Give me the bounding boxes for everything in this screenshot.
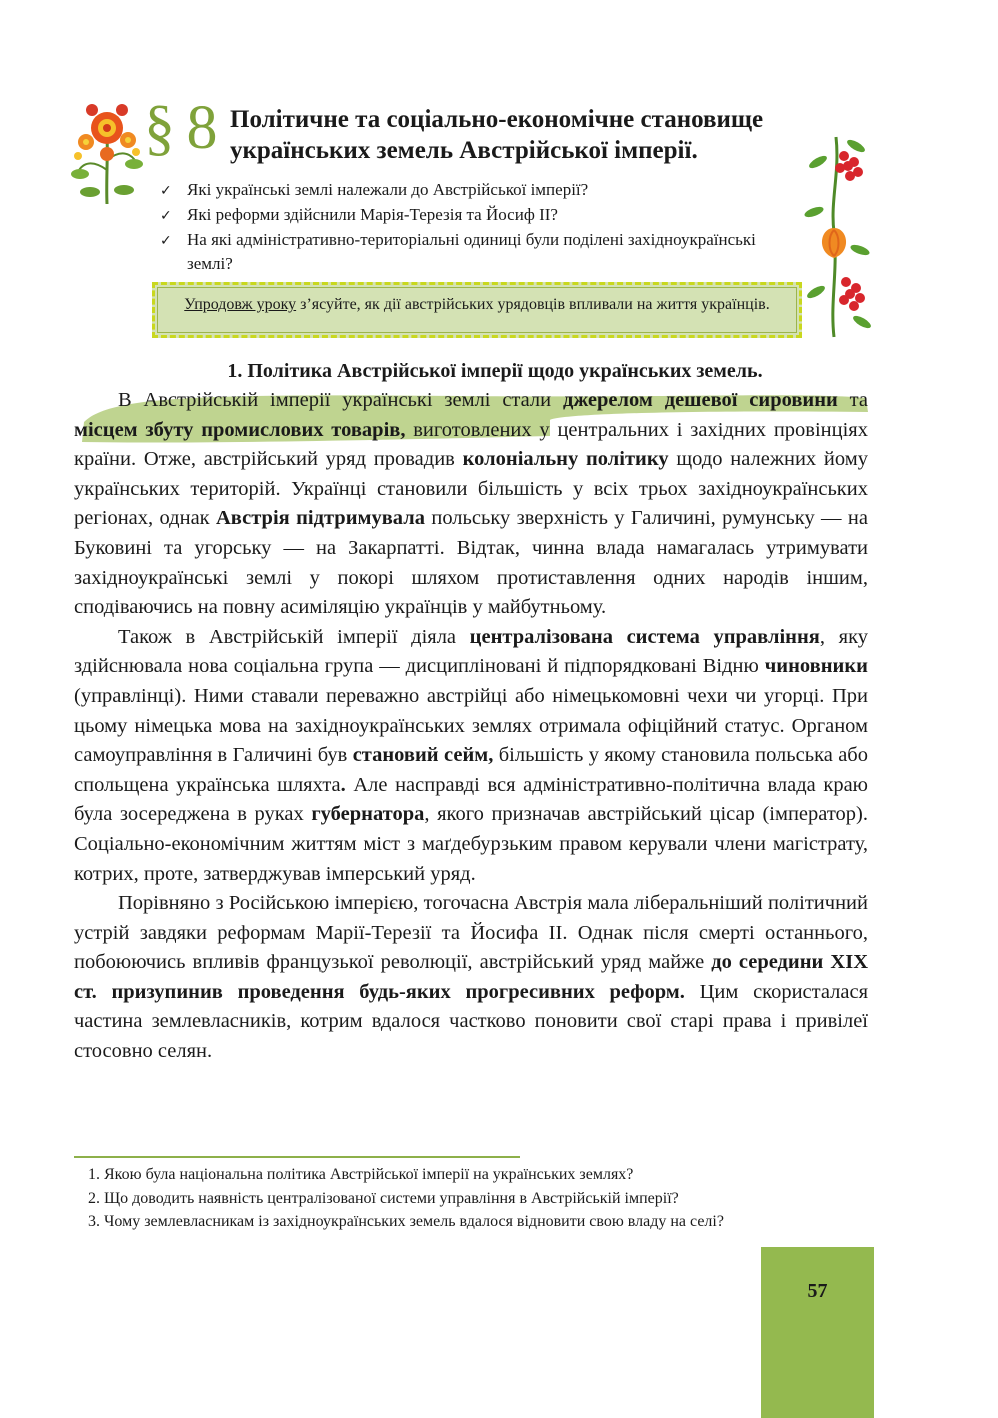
emphasized-term: до середини ХІХ ст. призупинив проведення будь-яких прогресивних реформ. (74, 951, 868, 1003)
text-run: щодо належних йому українських територій. Українці становили більшість у всіх трьох західноукраїнських регіонах, однак (74, 448, 868, 530)
emphasized-term: Австрія підтримувала (216, 507, 425, 530)
body-text (74, 386, 868, 1067)
paragraph-underline (74, 1156, 520, 1158)
text-run: більшість у якому становила польська або спольщена українська шляхта (74, 744, 868, 796)
emphasized-term: становий сейм, (352, 744, 494, 767)
paragraph-3 (74, 889, 868, 1067)
paragraph-2 (74, 623, 868, 889)
text-run: (управлінці). Ними ставали переважно австрійці або німецькомовні чехи чи угорці. При цьому німецька мова на західноукраїнських землях отримала офіційний статус. Органом самоуправління в Галичині був (74, 684, 868, 767)
emphasized-term: губернатора (311, 803, 425, 826)
text-run: Порівняно з Російською імперією, тогочасна Австрія мала ліберальніший політичний устрій завдяки реформам Марії-Терезії та Йосифа ІІ. Однак після смерті останнього, побоюючись впливів французької революції, австрійський уряд майже (74, 892, 868, 974)
lesson-question: ✓ На які адміністративно-територіальні одиниці були поділені західноукраїнські землі? (160, 228, 760, 276)
check-icon: ✓ (160, 208, 172, 224)
task-lead: Упродовж уроку (184, 296, 297, 313)
emphasized-term: . (340, 773, 346, 796)
emphasized-term: централізована система управління (469, 625, 820, 648)
lesson-questions (160, 178, 760, 276)
task-text: з’ясуйте, як дії австрійських урядовців впливали на життя українців. (296, 296, 770, 313)
section-number: § 8 (144, 94, 216, 162)
check-icon: ✓ (160, 183, 172, 199)
lesson-task-box (152, 282, 802, 338)
chapter-title-line-1: Політичне та соціально-економічне становище (230, 106, 764, 133)
viburnum-berry-ornament-right (804, 132, 876, 342)
page-number: 57 (807, 1280, 828, 1302)
lesson-question: ✓ Які реформи здійснили Марія-Терезія та Йосиф ІІ? (160, 203, 760, 228)
text-run: Цим скористалася частина землевласників, котрим вдалося частково поновити свої старі права і привілеї стосовно селян. (74, 980, 869, 1063)
page-number-tab (761, 1247, 874, 1418)
chapter-title-line-2: українських земель Австрійської імперії. (230, 137, 698, 164)
text-run: В Австрійській імперії українські землі стали (118, 389, 563, 411)
check-icon: ✓ (160, 233, 172, 249)
chapter-title (230, 104, 810, 166)
emphasized-term: колоніальну політику (462, 448, 669, 471)
review-question: 1. Якою була національна політика Австрійської імперії на українських землях? (88, 1166, 634, 1183)
emphasized-term: джерелом дешевої сировини (562, 389, 838, 411)
emphasized-term: чиновники (764, 655, 868, 678)
text-run: виготовлених у центральних і західних провінціях країни. Отже, австрійський уряд провадив (74, 418, 868, 471)
text-run: Але насправді вся адміністративно-політична влада краю була зосереджена в руках (74, 773, 868, 826)
folk-flower-ornament-left (68, 100, 146, 208)
review-question: 2. Що доводить наявність централізованої системи управління в Австрійській імперії? (88, 1189, 679, 1207)
section-heading: 1. Політика Австрійської імперії щодо українських земель. (227, 360, 763, 382)
review-question: 3. Чому землевласникам із західноукраїнських земель вдалося відновити свою владу на селі? (88, 1213, 724, 1230)
text-run: Також в Австрійській імперії діяла (118, 625, 470, 648)
lesson-question: ✓ Які українські землі належали до Австрійської імперії? (160, 178, 760, 203)
review-questions (88, 1163, 888, 1234)
paragraph-1 (74, 386, 868, 623)
text-run: та (837, 389, 868, 411)
emphasized-term: місцем збуту промислових товарів, (74, 418, 406, 441)
text-run: , яку здійснювала нова соціальна група — дисципліновані й підпорядковані Відню (74, 625, 868, 678)
text-run: польську зверхність у Галичині, румунську — на Буковині та угорську — на Закарпатті. Відтак, чинна влада намагалась утримувати західноукраїнські землі у покорі шляхом протиставлення одних народів іншим, сподіваючись на повну асиміляцію українців у майбутньому. (74, 507, 868, 619)
text-run: , якого призначав австрійський цісар (імператор). Соціально-економічним життям міст з маґдебурзьким правом керували члени магістрату, котрих, проте, затверджував імперський уряд. (74, 803, 868, 885)
